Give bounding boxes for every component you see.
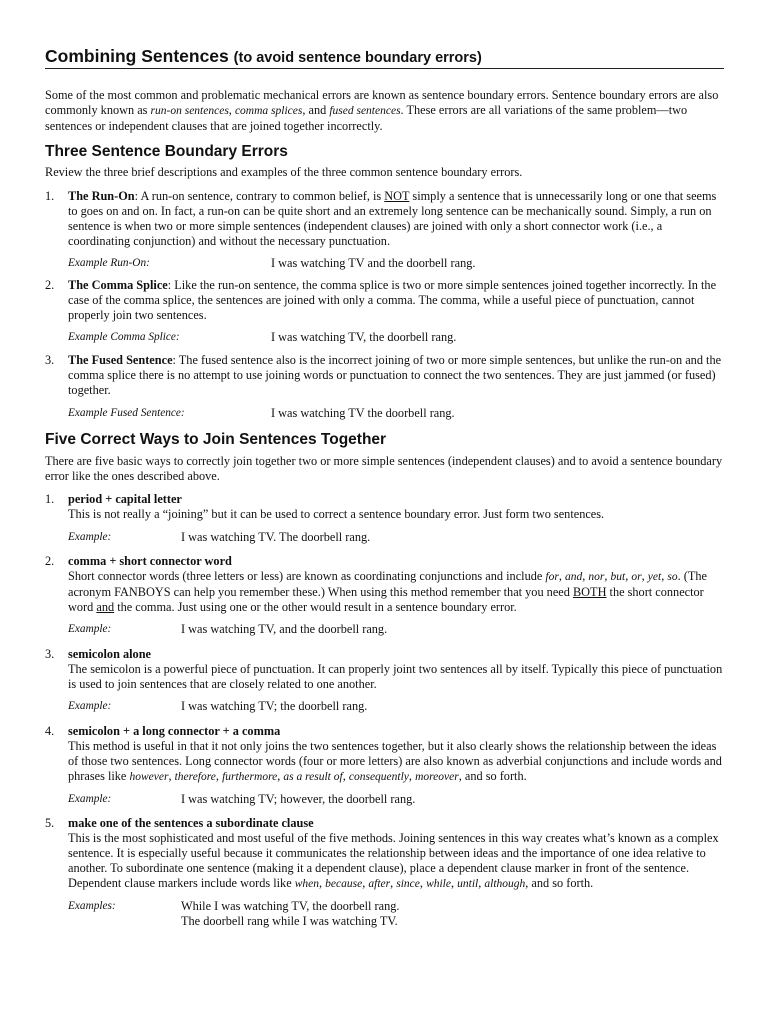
example-label: Example: <box>68 700 112 712</box>
list-number: 4. <box>45 724 55 738</box>
example-label: Example Fused Sentence: <box>68 407 185 419</box>
example-text: I was watching TV the doorbell rang. <box>271 406 455 420</box>
section-heading-correct-ways: Five Correct Ways to Join Sentences Together <box>45 431 387 448</box>
list-number: 1. <box>45 189 55 203</box>
list-number: 3. <box>45 353 55 367</box>
page-title <box>45 44 725 70</box>
intro-paragraph: Some of the most common and problematic mechanical errors are known as sentence boundary errors. Sentence boundary errors are also commonly known as run-on sentences, comma splices, and fused sentences. These errors are all variations of the same problem—two sentences or independent clauses that are joined together incorrectly. <box>45 88 719 133</box>
example-label: Examples: <box>68 900 116 912</box>
list-number: 2. <box>45 278 55 292</box>
example-text: I was watching TV; the doorbell rang. <box>181 699 368 713</box>
method-item-comma-connector: comma + short connector word Short connector words (three letters or less) are known as coordinating conjunctions and include for, and, nor, but, or, yet, so. (The acronym FANBOYS can help you remember these.) When using this method remember that you need BOTH the short connector word and the comma. Just using one or the other would result in a sentence boundary error. <box>68 554 707 614</box>
title-rule <box>45 68 724 69</box>
list-number: 3. <box>45 647 55 661</box>
example-label: Example: <box>68 623 112 635</box>
method-item-semicolon-long-connector: semicolon + a long connector + a comma This method is useful in that it not only joins the two sentences together, but it also clearly shows the relationship between the ideas of those two sentences. Long connector words (four or more letters) are also known as adverbial conjunctions and include words and phrases like however, therefore, furthermore, as a result of, consequently, moreover, and so forth. <box>68 724 722 783</box>
method-item-period: period + capital letter This is not really a “joining” but it can be used to correct a sentence boundary error. Just form two sentences. <box>68 492 605 521</box>
example-text: I was watching TV, the doorbell rang. <box>271 330 457 344</box>
section-heading-boundary-errors: Three Sentence Boundary Errors <box>45 143 288 160</box>
example-text: I was watching TV and the doorbell rang. <box>271 256 476 270</box>
example-text: The doorbell rang while I was watching TV. <box>181 914 398 928</box>
example-text: I was watching TV. The doorbell rang. <box>181 530 371 544</box>
example-text: While I was watching TV, the doorbell rang. <box>181 899 400 913</box>
title-main: Combining Sentences <box>45 46 229 66</box>
list-number: 5. <box>45 816 55 830</box>
example-label: Example Comma Splice: <box>68 331 180 343</box>
method-item-subordinate-clause: make one of the sentences a subordinate clause This is the most sophisticated and most useful of the five methods. Joining sentences in this way creates what’s known as a complex sentence. It is especially useful because it communicates the relationship between ideas and the importance of one idea relative to another. To subordinate one sentence (making it a dependent clause), place a dependent clause marker in front of the sentence. Dependent clause markers include words like when, because, after, since, while, until, although, and so forth. <box>68 816 719 890</box>
list-number: 1. <box>45 492 55 506</box>
example-text: I was watching TV; however, the doorbell rang. <box>181 792 416 806</box>
error-item-fused-sentence: The Fused Sentence: The fused sentence also is the incorrect joining of two or more simple sentences, but unlike the run-on and the comma splice there is no attempt to use joining words or punctuation to connect the two sentences. They are just jammed (or fused) together. <box>68 353 722 397</box>
list-number: 2. <box>45 554 55 568</box>
section2-intro: There are five basic ways to correctly join together two or more simple sentences (independent clauses) and to avoid a sentence boundary error like the ones described above. <box>45 454 723 483</box>
method-item-semicolon: semicolon alone The semicolon is a powerful piece of punctuation. It can properly joint two sentences all by itself. Typically this piece of punctuation is used to join sentences that are closely related to one another. <box>68 647 723 691</box>
title-subtitle: (to avoid sentence boundary errors) <box>233 50 482 66</box>
section1-intro: Review the three brief descriptions and examples of the three common sentence boundary errors. <box>45 165 523 179</box>
example-label: Example Run-On: <box>68 257 150 269</box>
example-label: Example: <box>68 793 112 805</box>
error-item-run-on: The Run-On: A run-on sentence, contrary to common belief, is NOT simply a sentence that is unnecessarily long or one that seems to goes on and on. In fact, a run-on can be quite short and an extremely long sentence can be mechanically sound. Simply, a run on sentence is when two or more simple sentences (independent clauses) are joined with only a short connector work (i.e., a coordinating conjunction) and without the necessary punctuation. <box>68 189 717 248</box>
error-item-comma-splice: The Comma Splice: Like the run-on sentence, the comma splice is two or more simple sentences joined together incorrectly. In the case of the comma splice, the sentences are joined with only a comma. The comma, while a useful piece of punctuation, cannot properly join two sentences. <box>68 278 717 322</box>
example-text: I was watching TV, and the doorbell rang. <box>181 622 388 636</box>
example-label: Example: <box>68 531 112 543</box>
